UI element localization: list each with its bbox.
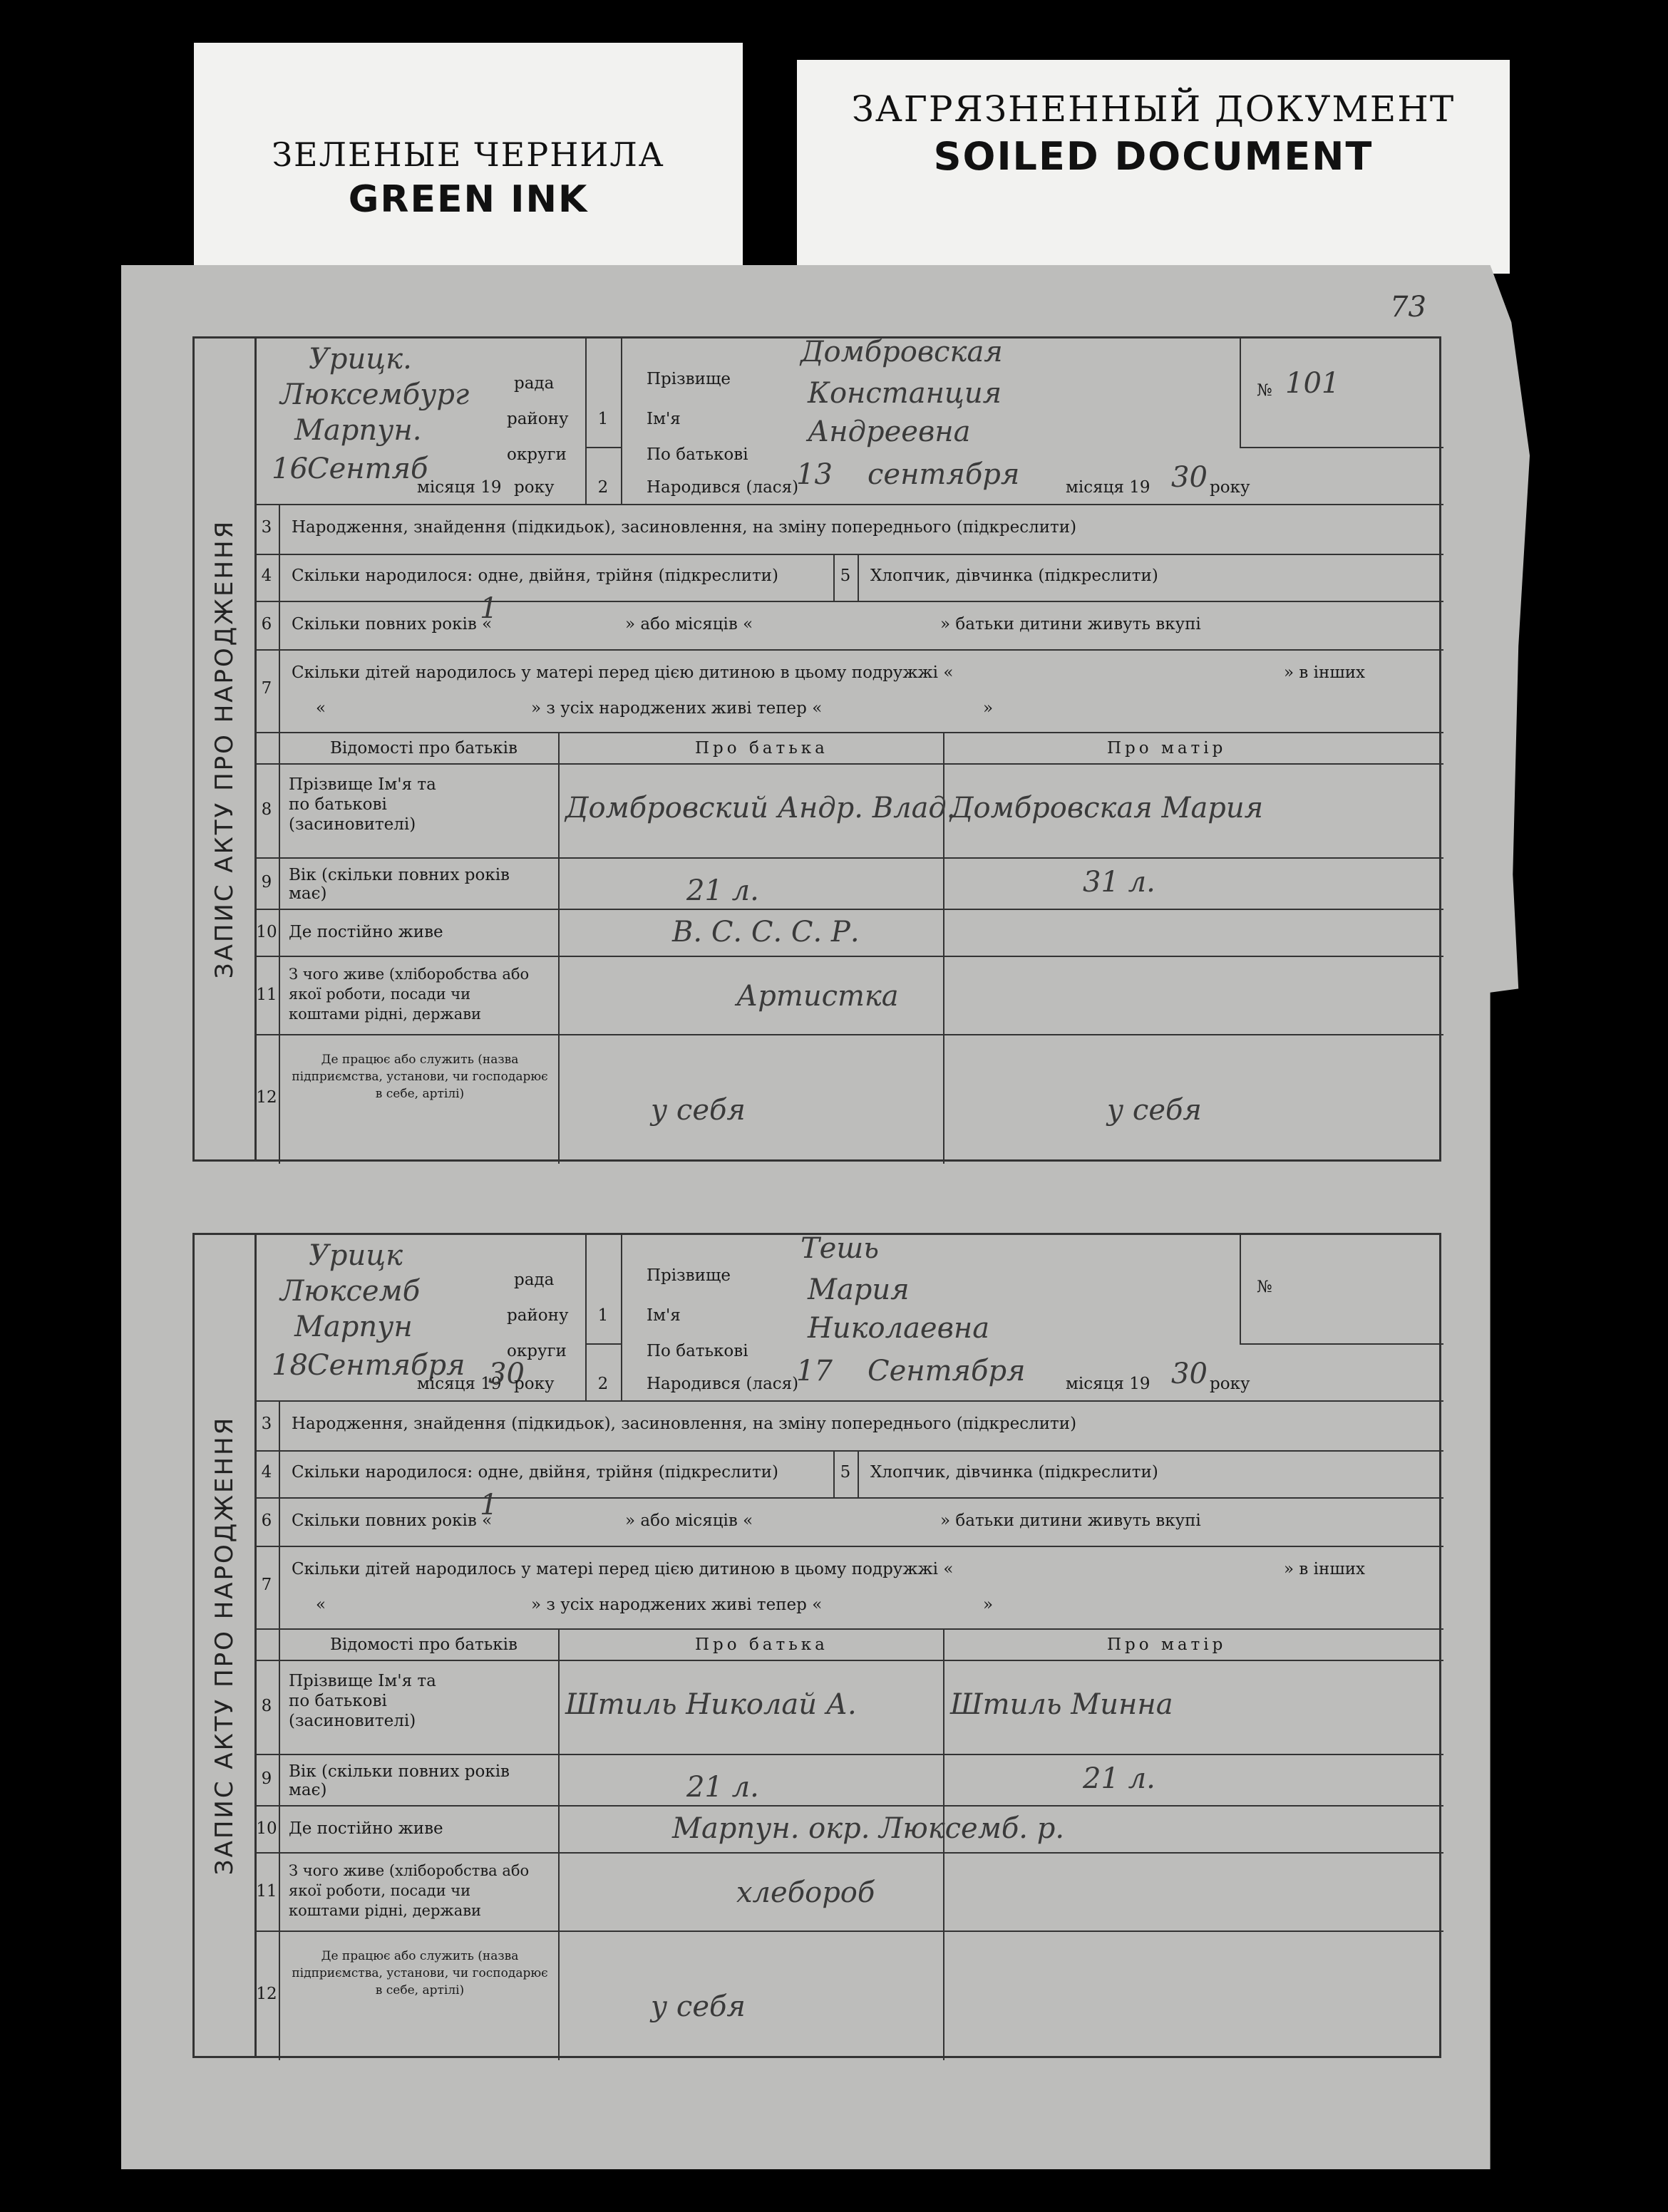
row6-label-b: » або місяців « [625,615,753,634]
month-year-label: місяця 19 [417,1375,502,1393]
table-rule [1240,338,1241,447]
row7-label-c: « [316,1596,326,1614]
handwritten-years-together: 1 [480,592,498,625]
table-rule [254,1497,1443,1499]
handwritten-day: 16 [272,453,308,485]
handwritten-okruha: Марпун [294,1311,413,1343]
row8-label: Прізвище Ім'я та по батькові (засиновителі) [289,775,436,834]
row6-label-a: Скільки повних років « [292,615,493,634]
handwritten-father-age: 21 л. [686,874,759,907]
card-english-text: SOILED DOCUMENT [933,134,1374,179]
handwritten-year: 30 [488,1358,525,1390]
row-number: 2 [597,1375,609,1393]
card-russian-text: ЗЕЛЕНЫЕ ЧЕРНИЛА [272,135,665,174]
birth-record-2 [192,1233,1441,2058]
handwritten-birth-day: 13 [796,458,833,491]
row-number: 11 [256,986,277,1004]
table-rule [254,1400,1443,1402]
row-number: 5 [840,1463,851,1482]
row-number: 8 [261,800,272,819]
row7-label-c: « [316,699,326,718]
table-rule [585,1343,621,1345]
row-number: 10 [256,1819,277,1838]
row9-label: Вік (скільки повних років має) [289,1762,510,1799]
row-number: 7 [261,1576,272,1594]
row-number: 3 [261,1415,272,1433]
table-rule [254,1852,1443,1854]
handwritten-birth-year: 30 [1171,1358,1208,1390]
first-name-label: Ім'я [647,410,681,428]
table-rule [254,1660,1443,1661]
side-title-text: ЗАПИС АКТУ ПРО НАРОДЖЕННЯ [210,519,239,979]
patronymic-label: По батькові [647,445,748,464]
row7-label-d: » з усіх народжених живі тепер « [531,1596,823,1614]
mother-header: Про матір [1107,1635,1227,1654]
row-number: 10 [256,923,277,941]
row7-label-b: » в інших [1284,663,1366,682]
row-number: 6 [261,615,272,634]
birth-year-label: року [1210,478,1250,497]
table-rule [254,1931,1443,1932]
handwritten-rada: Урицк [309,1239,403,1272]
table-rule [1240,447,1443,448]
mother-header: Про матір [1107,739,1227,758]
parents-info-header: Відомості про батьків [330,739,518,758]
father-header: Про батька [695,739,828,758]
handwritten-birth-month: сентября [868,458,1020,491]
surname-label: Прізвище [647,1266,731,1285]
row-number: 1 [597,1306,609,1325]
handwritten-mother-name: Штиль Минна [950,1688,1173,1721]
handwritten-rada: Урицк. [309,343,412,376]
handwritten-occupation: хлебороб [736,1876,875,1909]
handwritten-patronymic: Николаевна [808,1312,990,1345]
row6-label-b: » або місяців « [625,1511,753,1530]
row-number: 6 [261,1511,272,1530]
table-rule [254,1546,1443,1547]
row4-label: Скільки народилося: одне, двійня, трійня (підкреслити) [292,567,778,585]
card-russian-text: ЗАГРЯЗНЕННЫЙ ДОКУМЕНТ [851,88,1456,130]
handwritten-day: 18 [272,1349,308,1382]
table-rule [254,554,1443,555]
rada-label: рада [514,1271,555,1289]
table-rule [254,909,1443,910]
row11-label: З чого живе (хліборобства або якої роботи, посади чи коштами рідні, держави [289,966,530,1023]
row7-label-a: Скільки дітей народилось у матері перед цією дитиною в цьому подружжі « [292,1560,954,1578]
row-number: 12 [256,1088,277,1107]
row3-label: Народження, знайдення (підкидьок), засиновлення, на зміну попереднього (підкреслити) [292,518,1077,537]
table-rule [254,504,1443,505]
row6-label-a: Скільки повних років « [292,1511,493,1530]
month-year-label: місяця 19 [417,478,502,497]
handwritten-father-name: Штиль Николай А. [565,1688,857,1721]
table-rule [254,601,1443,602]
table-rule [254,649,1443,651]
handwritten-mother-age: 31 л. [1083,866,1155,899]
row4-label: Скільки народилося: одне, двійня, трійня (підкреслити) [292,1463,778,1482]
handwritten-patronymic: Андреевна [808,415,971,448]
table-rule [585,447,621,448]
table-rule [558,732,560,1164]
handwritten-month: Сентября [307,1349,465,1382]
row6-label-c: » батьки дитини живуть вкупі [940,615,1201,634]
green-ink-card [194,43,743,278]
row3-label: Народження, знайдення (підкидьок), засиновлення, на зміну попереднього (підкреслити) [292,1415,1077,1433]
handwritten-surname: Домбровская [800,336,1003,368]
birth-year-label: року [1210,1375,1250,1393]
handwritten-birth-day: 17 [796,1355,833,1387]
row-number: 1 [597,410,609,428]
page-number: 73 [1390,291,1426,324]
table-rule [254,1754,1443,1755]
handwritten-mother-name: Домбровская Мария [950,792,1264,825]
table-rule [279,1400,280,2060]
table-rule [858,1450,859,1497]
handwritten-record-number: 101 [1285,367,1340,400]
row10-label: Де постійно живе [289,1819,443,1838]
handwritten-father-name: Домбровский Андр. Влад. [565,792,956,825]
row7-label-d: » з усіх народжених живі тепер « [531,699,823,718]
born-label: Народився (лася) [647,1375,799,1393]
table-rule [254,763,1443,765]
table-rule [254,956,1443,957]
handwritten-raion: Люксембург [280,378,470,411]
row12-label: Де працює або служить (назва підприємства, установи, чи господарює в себе, артілі) [292,1053,548,1101]
table-rule [585,338,587,504]
row-number: 2 [597,478,609,497]
table-rule [279,504,280,1164]
table-rule [558,1628,560,2060]
table-rule [254,1450,1443,1452]
record-side-title [195,1235,257,2056]
handwritten-residence: Марпун. окр. Люксемб. р. [672,1812,1065,1845]
row-number: 12 [256,1985,277,2003]
okruha-label: округи [507,1342,567,1360]
handwritten-birth-year: 30 [1171,461,1208,494]
number-label: № [1257,1278,1272,1296]
row7-label-a: Скільки дітей народилось у матері перед цією дитиною в цьому подружжі « [292,663,954,682]
number-label: № [1257,381,1272,400]
surname-label: Прізвище [647,370,731,388]
patronymic-label: По батькові [647,1342,748,1360]
handwritten-residence: В. С. С. С. Р. [672,916,860,949]
row12-label: Де працює або служить (назва підприємства, установи, чи господарює в себе, артілі) [292,1949,548,1997]
row-number: 5 [840,567,851,585]
row6-label-c: » батьки дитини живуть вкупі [940,1511,1201,1530]
born-label: Народився (лася) [647,478,799,497]
row-number: 9 [261,873,272,891]
table-rule [621,338,622,504]
row9-label: Вік (скільки повних років має) [289,866,510,903]
handwritten-mother-age: 21 л. [1083,1762,1155,1795]
table-rule [585,1235,587,1400]
father-header: Про батька [695,1635,828,1654]
row-number: 9 [261,1769,272,1788]
birth-month-year-label: місяця 19 [1066,478,1150,497]
row-number: 8 [261,1697,272,1715]
raion-label: району [507,410,569,428]
birth-month-year-label: місяця 19 [1066,1375,1150,1393]
row-number: 3 [261,518,272,537]
record-side-title [195,338,257,1159]
handwritten-raion: Люксемб [280,1275,421,1308]
row-number: 4 [261,567,272,585]
row7-label-b: » в інших [1284,1560,1366,1578]
raion-label: району [507,1306,569,1325]
table-rule [1240,1235,1241,1343]
row-number: 7 [261,679,272,698]
handwritten-father-workplace: у себя [651,1990,746,2023]
first-name-label: Ім'я [647,1306,681,1325]
handwritten-first-name: Констанция [808,377,1002,410]
row7-label-e: » [983,1596,994,1614]
handwritten-mother-workplace: у себя [1107,1094,1202,1127]
okruha-label: округи [507,445,567,464]
table-rule [858,554,859,601]
row8-label: Прізвище Ім'я та по батькові (засиновителі) [289,1672,436,1730]
soiled-document-card [797,60,1510,274]
handwritten-years-together: 1 [480,1489,498,1521]
handwritten-father-age: 21 л. [686,1771,759,1804]
handwritten-birth-month: Сентября [868,1355,1026,1387]
handwritten-father-workplace: у себя [651,1094,746,1127]
row11-label: З чого живе (хліборобства або якої роботи, посади чи коштами рідні, держави [289,1862,530,1919]
birth-record-1 [192,336,1441,1162]
handwritten-first-name: Мария [808,1273,910,1306]
handwritten-month: Сентяб [307,453,428,485]
table-rule [254,1034,1443,1035]
table-rule [254,1805,1443,1807]
table-rule [254,732,1443,733]
table-rule [254,1628,1443,1630]
side-title-text: ЗАПИС АКТУ ПРО НАРОДЖЕННЯ [210,1415,239,1876]
year-label: року [514,478,555,497]
handwritten-okruha: Марпун. [294,414,422,447]
handwritten-occupation: Артистка [736,980,899,1013]
row-number: 11 [256,1882,277,1901]
table-rule [1240,1343,1443,1345]
table-rule [621,1235,622,1400]
card-english-text: GREEN INK [348,178,589,221]
year-label: року [514,1375,555,1393]
handwritten-surname: Тешь [800,1232,880,1265]
row5-label: Хлопчик, дівчинка (підкреслити) [870,567,1158,585]
row10-label: Де постійно живе [289,923,443,941]
row-number: 4 [261,1463,272,1482]
row5-label: Хлопчик, дівчинка (підкреслити) [870,1463,1158,1482]
table-rule [254,857,1443,859]
parents-info-header: Відомості про батьків [330,1635,518,1654]
row7-label-e: » [983,699,994,718]
rada-label: рада [514,374,555,393]
